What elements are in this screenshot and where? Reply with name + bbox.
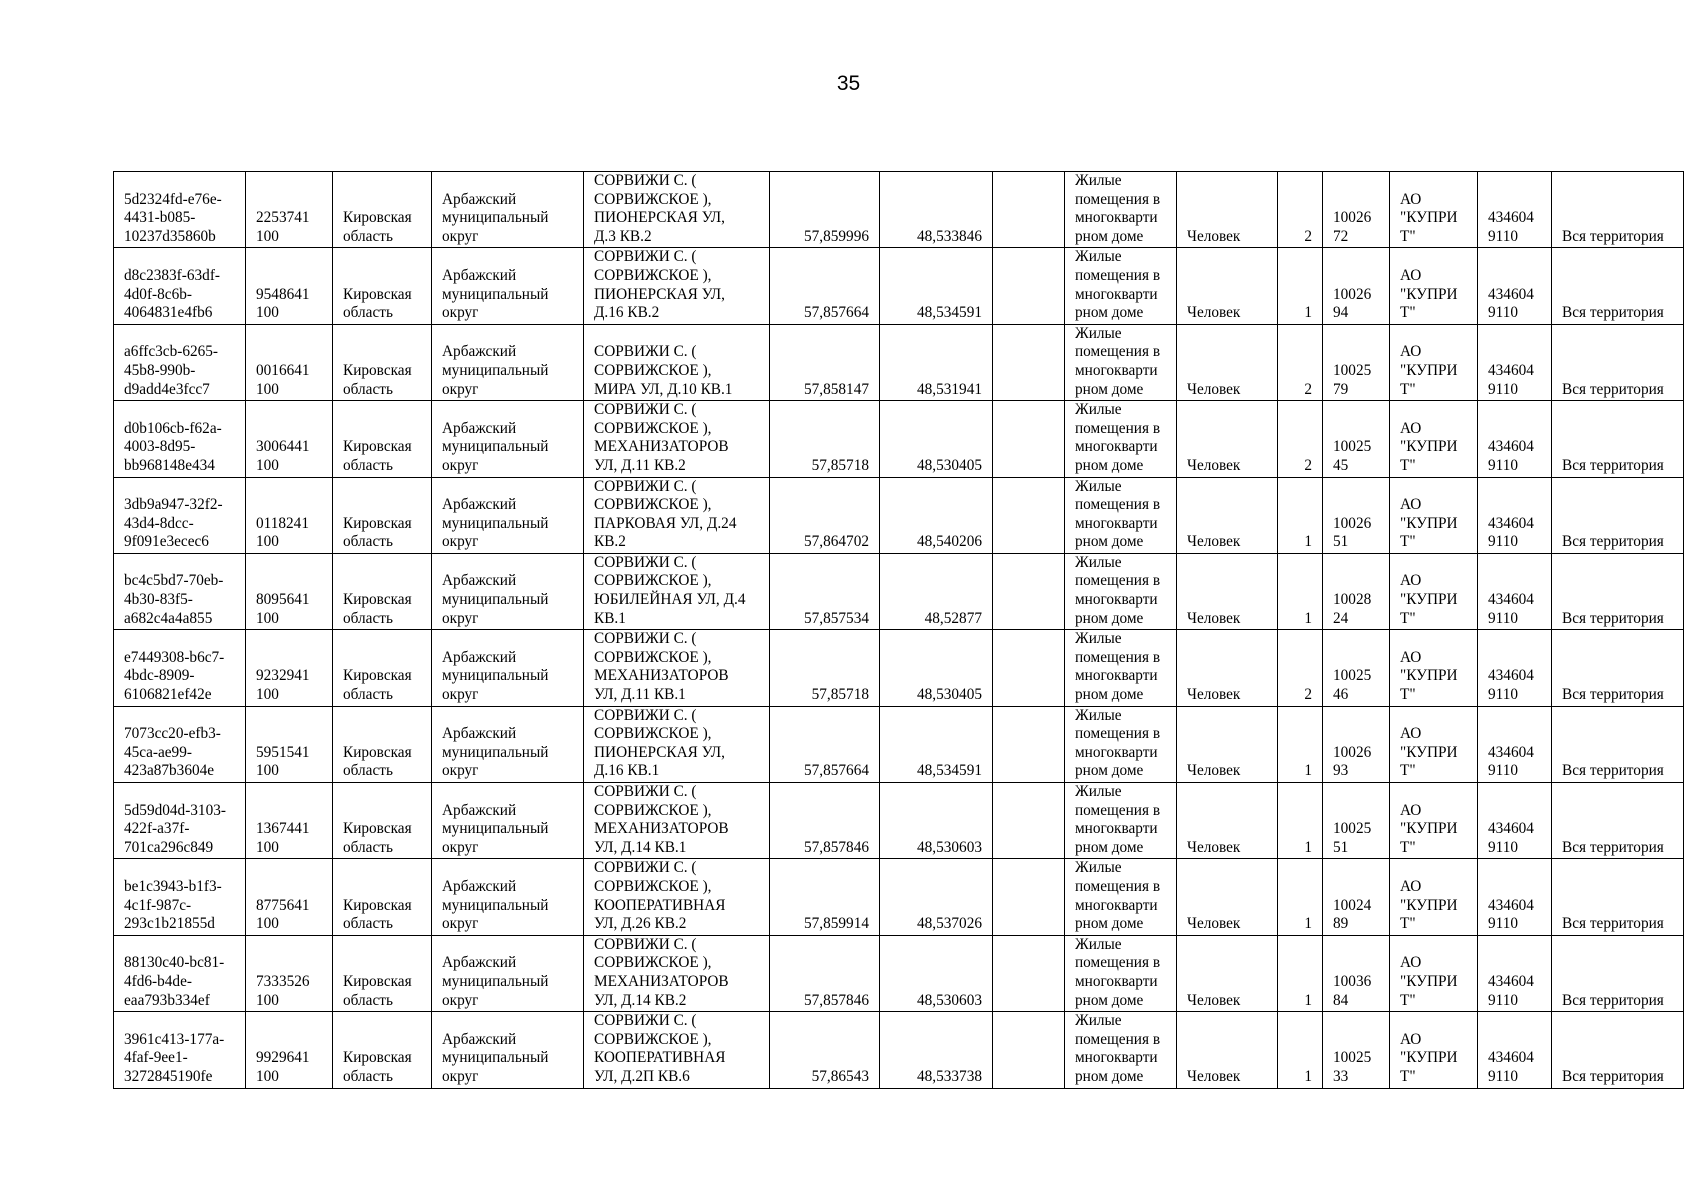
latitude-cell: 57,857534: [770, 553, 880, 629]
address-cell: СОРВИЖИ С. ( СОРВИЖСКОЕ ), ЮБИЛЕЙНАЯ УЛ, Д.4 КВ.1: [584, 553, 770, 629]
quantity-cell: 1: [1278, 477, 1323, 553]
category-cell: Жилые помещения в многокварти рном доме: [1065, 324, 1177, 400]
longitude-cell: 48,530405: [880, 630, 993, 706]
organization-cell: АО "КУПРИ Т": [1390, 553, 1478, 629]
organization-cell: АО "КУПРИ Т": [1390, 630, 1478, 706]
region-cell: Кировская область: [333, 935, 432, 1011]
category-cell: Жилые помещения в многокварти рном доме: [1065, 935, 1177, 1011]
code-cell: 8775641 100: [246, 859, 333, 935]
record-id-cell: d8c2383f-63df- 4d0f-8c6b- 4064831e4fb6: [114, 248, 246, 324]
region-cell: Кировская область: [333, 1012, 432, 1088]
organization-cell: АО "КУПРИ Т": [1390, 1012, 1478, 1088]
longitude-cell: 48,52877: [880, 553, 993, 629]
category-cell: Жилые помещения в многокварти рном доме: [1065, 783, 1177, 859]
address-cell: СОРВИЖИ С. ( СОРВИЖСКОЕ ), МЕХАНИЗАТОРОВ УЛ, Д.14 КВ.1: [584, 783, 770, 859]
number-cell: 10028 24: [1323, 553, 1390, 629]
longitude-cell: 48,530603: [880, 783, 993, 859]
territory-cell: Вся территория: [1552, 630, 1684, 706]
unit-cell: Человек: [1177, 248, 1278, 324]
quantity-cell: 1: [1278, 859, 1323, 935]
record-id-cell: 7073cc20-efb3- 45ca-ae99- 423a87b3604e: [114, 706, 246, 782]
unit-cell: Человек: [1177, 401, 1278, 477]
territory-cell: Вся территория: [1552, 477, 1684, 553]
longitude-cell: 48,530405: [880, 401, 993, 477]
table-row: [114, 783, 1684, 859]
territory-cell: Вся территория: [1552, 172, 1684, 248]
inn-cell: 434604 9110: [1478, 630, 1552, 706]
district-cell: Арбажский муниципальный округ: [432, 401, 584, 477]
empty-cell: [993, 706, 1065, 782]
unit-cell: Человек: [1177, 859, 1278, 935]
category-cell: Жилые помещения в многокварти рном доме: [1065, 401, 1177, 477]
page-number: 35: [836, 72, 861, 95]
quantity-cell: 1: [1278, 935, 1323, 1011]
empty-cell: [993, 859, 1065, 935]
number-cell: 10024 89: [1323, 859, 1390, 935]
region-cell: Кировская область: [333, 172, 432, 248]
number-cell: 10025 79: [1323, 324, 1390, 400]
record-id-cell: bc4c5bd7-70eb- 4b30-83f5- a682c4a4a855: [114, 553, 246, 629]
code-cell: 9232941 100: [246, 630, 333, 706]
unit-cell: Человек: [1177, 935, 1278, 1011]
latitude-cell: 57,858147: [770, 324, 880, 400]
region-cell: Кировская область: [333, 477, 432, 553]
number-cell: 10026 94: [1323, 248, 1390, 324]
longitude-cell: 48,530603: [880, 935, 993, 1011]
code-cell: 8095641 100: [246, 553, 333, 629]
organization-cell: АО "КУПРИ Т": [1390, 935, 1478, 1011]
quantity-cell: 1: [1278, 553, 1323, 629]
address-cell: СОРВИЖИ С. ( СОРВИЖСКОЕ ), ПИОНЕРСКАЯ УЛ, Д.16 КВ.2: [584, 248, 770, 324]
code-cell: 0118241 100: [246, 477, 333, 553]
district-cell: Арбажский муниципальный округ: [432, 172, 584, 248]
latitude-cell: 57,857664: [770, 248, 880, 324]
quantity-cell: 1: [1278, 1012, 1323, 1088]
record-id-cell: d0b106cb-f62a- 4003-8d95- bb968148e434: [114, 401, 246, 477]
empty-cell: [993, 324, 1065, 400]
latitude-cell: 57,857664: [770, 706, 880, 782]
code-cell: 7333526 100: [246, 935, 333, 1011]
inn-cell: 434604 9110: [1478, 935, 1552, 1011]
district-cell: Арбажский муниципальный округ: [432, 324, 584, 400]
unit-cell: Человек: [1177, 553, 1278, 629]
table-row: [114, 477, 1684, 553]
empty-cell: [993, 783, 1065, 859]
table-row: [114, 859, 1684, 935]
category-cell: Жилые помещения в многокварти рном доме: [1065, 859, 1177, 935]
code-cell: 3006441 100: [246, 401, 333, 477]
unit-cell: Человек: [1177, 706, 1278, 782]
table-row: [114, 935, 1684, 1011]
longitude-cell: 48,531941: [880, 324, 993, 400]
empty-cell: [993, 172, 1065, 248]
longitude-cell: 48,534591: [880, 248, 993, 324]
record-id-cell: 3db9a947-32f2- 43d4-8dcc- 9f091e3ecec6: [114, 477, 246, 553]
table-row: [114, 248, 1684, 324]
latitude-cell: 57,85718: [770, 401, 880, 477]
empty-cell: [993, 553, 1065, 629]
district-cell: Арбажский муниципальный округ: [432, 248, 584, 324]
table-row: [114, 1012, 1684, 1088]
category-cell: Жилые помещения в многокварти рном доме: [1065, 630, 1177, 706]
district-cell: Арбажский муниципальный округ: [432, 706, 584, 782]
organization-cell: АО "КУПРИ Т": [1390, 477, 1478, 553]
unit-cell: Человек: [1177, 477, 1278, 553]
quantity-cell: 2: [1278, 630, 1323, 706]
empty-cell: [993, 630, 1065, 706]
district-cell: Арбажский муниципальный округ: [432, 553, 584, 629]
territory-cell: Вся территория: [1552, 553, 1684, 629]
latitude-cell: 57,85718: [770, 630, 880, 706]
inn-cell: 434604 9110: [1478, 477, 1552, 553]
data-table: [113, 171, 1684, 1089]
record-id-cell: be1c3943-b1f3- 4c1f-987c- 293c1b21855d: [114, 859, 246, 935]
longitude-cell: 48,540206: [880, 477, 993, 553]
quantity-cell: 1: [1278, 706, 1323, 782]
empty-cell: [993, 477, 1065, 553]
region-cell: Кировская область: [333, 859, 432, 935]
latitude-cell: 57,857846: [770, 935, 880, 1011]
unit-cell: Человек: [1177, 1012, 1278, 1088]
organization-cell: АО "КУПРИ Т": [1390, 172, 1478, 248]
code-cell: 9548641 100: [246, 248, 333, 324]
number-cell: 10026 72: [1323, 172, 1390, 248]
empty-cell: [993, 1012, 1065, 1088]
table-row: [114, 706, 1684, 782]
inn-cell: 434604 9110: [1478, 248, 1552, 324]
latitude-cell: 57,859914: [770, 859, 880, 935]
code-cell: 9929641 100: [246, 1012, 333, 1088]
empty-cell: [993, 248, 1065, 324]
inn-cell: 434604 9110: [1478, 172, 1552, 248]
inn-cell: 434604 9110: [1478, 706, 1552, 782]
district-cell: Арбажский муниципальный округ: [432, 477, 584, 553]
category-cell: Жилые помещения в многокварти рном доме: [1065, 477, 1177, 553]
number-cell: 10025 45: [1323, 401, 1390, 477]
organization-cell: АО "КУПРИ Т": [1390, 248, 1478, 324]
address-cell: СОРВИЖИ С. ( СОРВИЖСКОЕ ), ПИОНЕРСКАЯ УЛ, Д.16 КВ.1: [584, 706, 770, 782]
number-cell: 10026 93: [1323, 706, 1390, 782]
district-cell: Арбажский муниципальный округ: [432, 783, 584, 859]
number-cell: 10025 51: [1323, 783, 1390, 859]
address-cell: СОРВИЖИ С. ( СОРВИЖСКОЕ ), КООПЕРАТИВНАЯ УЛ, Д.26 КВ.2: [584, 859, 770, 935]
district-cell: Арбажский муниципальный округ: [432, 1012, 584, 1088]
organization-cell: АО "КУПРИ Т": [1390, 706, 1478, 782]
address-cell: СОРВИЖИ С. ( СОРВИЖСКОЕ ), МИРА УЛ, Д.10 КВ.1: [584, 324, 770, 400]
territory-cell: Вся территория: [1552, 783, 1684, 859]
region-cell: Кировская область: [333, 248, 432, 324]
organization-cell: АО "КУПРИ Т": [1390, 783, 1478, 859]
quantity-cell: 1: [1278, 783, 1323, 859]
number-cell: 10036 84: [1323, 935, 1390, 1011]
district-cell: Арбажский муниципальный округ: [432, 630, 584, 706]
district-cell: Арбажский муниципальный округ: [432, 859, 584, 935]
address-cell: СОРВИЖИ С. ( СОРВИЖСКОЕ ), МЕХАНИЗАТОРОВ УЛ, Д.14 КВ.2: [584, 935, 770, 1011]
empty-cell: [993, 401, 1065, 477]
address-cell: СОРВИЖИ С. ( СОРВИЖСКОЕ ), МЕХАНИЗАТОРОВ УЛ, Д.11 КВ.1: [584, 630, 770, 706]
longitude-cell: 48,534591: [880, 706, 993, 782]
region-cell: Кировская область: [333, 783, 432, 859]
address-cell: СОРВИЖИ С. ( СОРВИЖСКОЕ ), ПАРКОВАЯ УЛ, Д.24 КВ.2: [584, 477, 770, 553]
territory-cell: Вся территория: [1552, 935, 1684, 1011]
latitude-cell: 57,857846: [770, 783, 880, 859]
address-cell: СОРВИЖИ С. ( СОРВИЖСКОЕ ), МЕХАНИЗАТОРОВ УЛ, Д.11 КВ.2: [584, 401, 770, 477]
code-cell: 5951541 100: [246, 706, 333, 782]
organization-cell: АО "КУПРИ Т": [1390, 324, 1478, 400]
longitude-cell: 48,533846: [880, 172, 993, 248]
unit-cell: Человек: [1177, 172, 1278, 248]
region-cell: Кировская область: [333, 630, 432, 706]
category-cell: Жилые помещения в многокварти рном доме: [1065, 1012, 1177, 1088]
longitude-cell: 48,533738: [880, 1012, 993, 1088]
district-cell: Арбажский муниципальный округ: [432, 935, 584, 1011]
unit-cell: Человек: [1177, 630, 1278, 706]
category-cell: Жилые помещения в многокварти рном доме: [1065, 706, 1177, 782]
organization-cell: АО "КУПРИ Т": [1390, 859, 1478, 935]
quantity-cell: 2: [1278, 172, 1323, 248]
organization-cell: АО "КУПРИ Т": [1390, 401, 1478, 477]
quantity-cell: 1: [1278, 248, 1323, 324]
empty-cell: [993, 935, 1065, 1011]
territory-cell: Вся территория: [1552, 706, 1684, 782]
unit-cell: Человек: [1177, 783, 1278, 859]
latitude-cell: 57,859996: [770, 172, 880, 248]
quantity-cell: 2: [1278, 401, 1323, 477]
region-cell: Кировская область: [333, 706, 432, 782]
record-id-cell: 5d59d04d-3103- 422f-a37f- 701ca296c849: [114, 783, 246, 859]
unit-cell: Человек: [1177, 324, 1278, 400]
territory-cell: Вся территория: [1552, 324, 1684, 400]
table-row: [114, 401, 1684, 477]
inn-cell: 434604 9110: [1478, 401, 1552, 477]
inn-cell: 434604 9110: [1478, 783, 1552, 859]
region-cell: Кировская область: [333, 553, 432, 629]
code-cell: 0016641 100: [246, 324, 333, 400]
region-cell: Кировская область: [333, 401, 432, 477]
record-id-cell: 3961c413-177a- 4faf-9ee1- 3272845190fe: [114, 1012, 246, 1088]
quantity-cell: 2: [1278, 324, 1323, 400]
code-cell: 1367441 100: [246, 783, 333, 859]
territory-cell: Вся территория: [1552, 248, 1684, 324]
category-cell: Жилые помещения в многокварти рном доме: [1065, 248, 1177, 324]
territory-cell: Вся территория: [1552, 1012, 1684, 1088]
number-cell: 10025 46: [1323, 630, 1390, 706]
inn-cell: 434604 9110: [1478, 324, 1552, 400]
address-cell: СОРВИЖИ С. ( СОРВИЖСКОЕ ), КООПЕРАТИВНАЯ УЛ, Д.2П КВ.6: [584, 1012, 770, 1088]
region-cell: Кировская область: [333, 324, 432, 400]
number-cell: 10026 51: [1323, 477, 1390, 553]
record-id-cell: e7449308-b6c7- 4bdc-8909- 6106821ef42e: [114, 630, 246, 706]
table-row: [114, 630, 1684, 706]
inn-cell: 434604 9110: [1478, 553, 1552, 629]
address-cell: СОРВИЖИ С. ( СОРВИЖСКОЕ ), ПИОНЕРСКАЯ УЛ, Д.3 КВ.2: [584, 172, 770, 248]
table-row: [114, 172, 1684, 248]
territory-cell: Вся территория: [1552, 859, 1684, 935]
number-cell: 10025 33: [1323, 1012, 1390, 1088]
record-id-cell: 88130c40-bc81- 4fd6-b4de- eaa793b334ef: [114, 935, 246, 1011]
inn-cell: 434604 9110: [1478, 859, 1552, 935]
longitude-cell: 48,537026: [880, 859, 993, 935]
table-row: [114, 324, 1684, 400]
table-row: [114, 553, 1684, 629]
category-cell: Жилые помещения в многокварти рном доме: [1065, 553, 1177, 629]
territory-cell: Вся территория: [1552, 401, 1684, 477]
record-id-cell: 5d2324fd-e76e- 4431-b085- 10237d35860b: [114, 172, 246, 248]
code-cell: 2253741 100: [246, 172, 333, 248]
category-cell: Жилые помещения в многокварти рном доме: [1065, 172, 1177, 248]
record-id-cell: a6ffc3cb-6265- 45b8-990b- d9add4e3fcc7: [114, 324, 246, 400]
latitude-cell: 57,86543: [770, 1012, 880, 1088]
latitude-cell: 57,864702: [770, 477, 880, 553]
inn-cell: 434604 9110: [1478, 1012, 1552, 1088]
